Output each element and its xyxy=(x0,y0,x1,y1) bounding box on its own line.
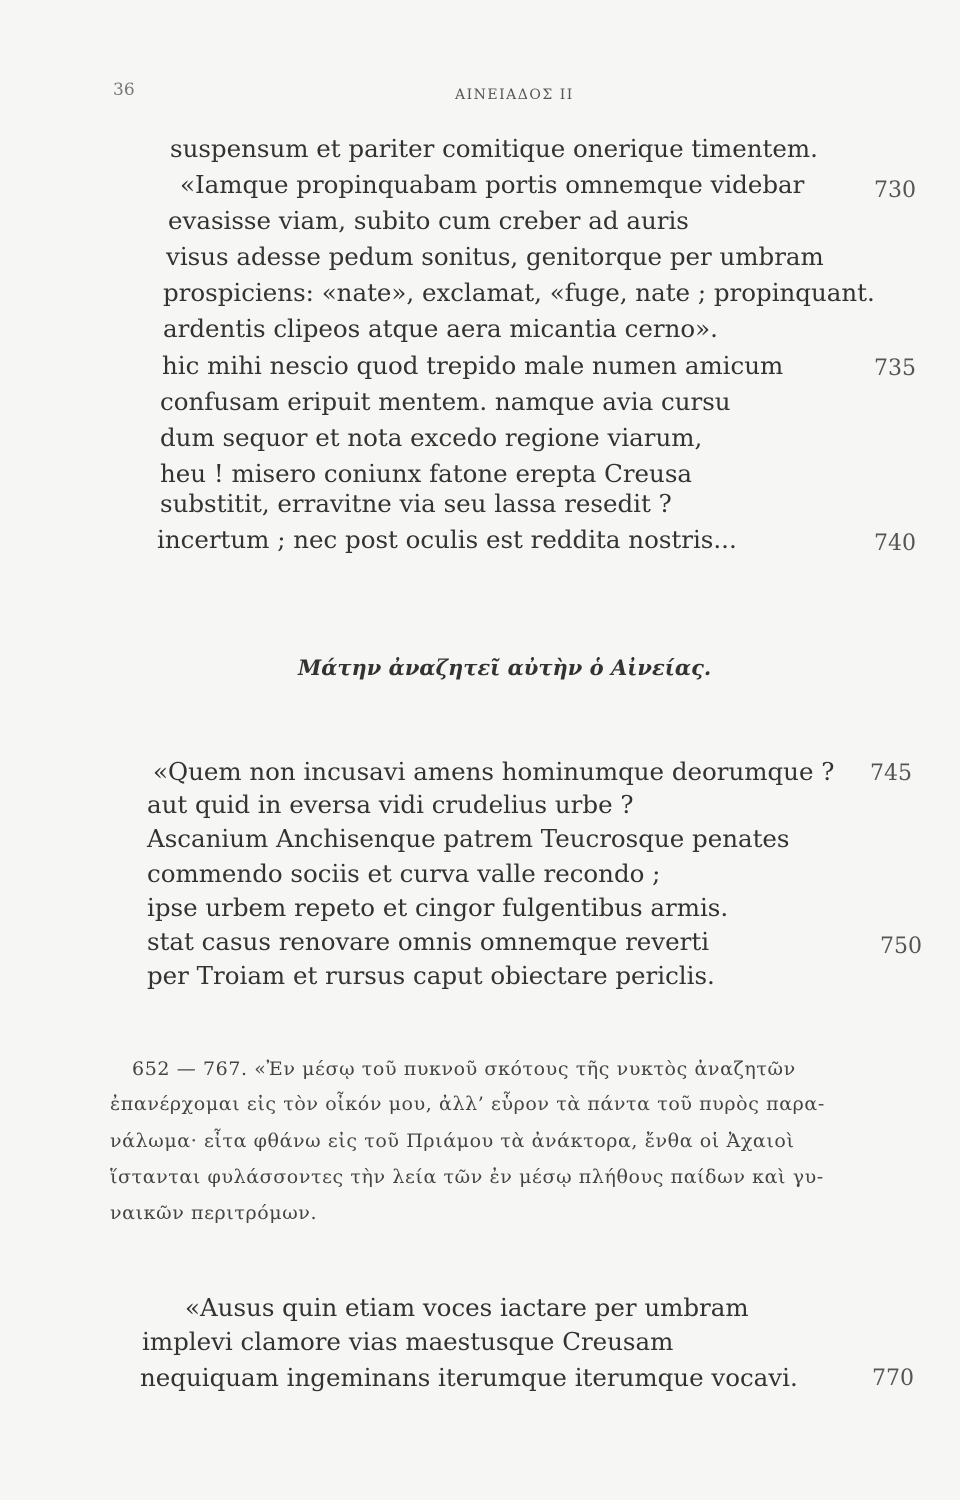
verse-line: Ascanium Anchisenque patrem Teucrosque penates xyxy=(147,824,790,853)
verse-line: ardentis clipeos atque aera micantia cerno». xyxy=(163,314,718,343)
verse-line: stat casus renovare omnis omnemque reverti xyxy=(147,927,710,956)
verse-line: ipse urbem repeto et cingor fulgentibus armis. xyxy=(147,893,729,922)
verse-line: aut quid in eversa vidi crudelius urbe ? xyxy=(147,790,634,819)
section-heading: Μάτην ἀναζητεῖ αὐτὴν ὁ Αἰνείας. xyxy=(298,655,712,680)
line-number: 730 xyxy=(874,178,916,203)
line-number: 770 xyxy=(872,1366,914,1391)
line-number: 745 xyxy=(870,761,912,786)
line-number: 735 xyxy=(874,356,916,381)
verse-line: implevi clamore vias maestusque Creusam xyxy=(142,1327,674,1356)
verse-line: evasisse viam, subito cum creber ad auris xyxy=(168,206,689,235)
verse-line: visus adesse pedum sonitus, genitorque per umbram xyxy=(166,242,824,271)
page-number: 36 xyxy=(113,80,135,100)
verse-line: incertum ; nec post oculis est reddita nostris... xyxy=(157,525,737,554)
verse-line: hic mihi nescio quod trepido male numen amicum xyxy=(162,351,784,380)
line-number: 750 xyxy=(880,934,922,959)
verse-line: suspensum et pariter comitique onerique timentem. xyxy=(170,134,818,163)
verse-line: dum sequor et nota excedo regione viarum, xyxy=(160,423,703,452)
verse-line: «Quem non incusavi amens hominumque deorumque ? xyxy=(153,757,835,786)
verse-line: heu ! misero coniunx fatone erepta Creusa xyxy=(160,459,693,488)
commentary-line: ἵστανται φυλάσσοντες τὴν λεία τῶν ἐν μέσῳ πλήθους παίδων καὶ γυ- xyxy=(110,1166,824,1188)
line-number: 740 xyxy=(874,531,916,556)
verse-line: per Troiam et rursus caput obiectare periclis. xyxy=(147,961,715,990)
commentary-line: νάλωμα· εἶτα φθάνω εἰς τοῦ Πριάμου τὰ ἀνάκτορα, ἔνθα οἱ Ἀχαιοὶ xyxy=(110,1130,795,1152)
running-title: ΑΙΝΕΙΑΔΟΣ II xyxy=(455,87,574,103)
commentary-line: ναικῶν περιτρόμων. xyxy=(110,1202,318,1224)
commentary-line: 652 — 767. «Ἐν μέσῳ τοῦ πυκνοῦ σκότους τῆς νυκτὸς ἀναζητῶν xyxy=(132,1058,796,1080)
verse-line: nequiquam ingeminans iterumque iterumque vocavi. xyxy=(140,1363,798,1392)
verse-line: substitit, erravitne via seu lassa resedit ? xyxy=(160,489,672,518)
verse-line: commendo sociis et curva valle recondo ; xyxy=(147,859,661,888)
commentary-line: ἐπανέρχομαι εἰς τὸν οἶκόν μου, ἀλλ’ εὗρον τὰ πάντα τοῦ πυρὸς παρα- xyxy=(110,1093,825,1115)
verse-line: «Ausus quin etiam voces iactare per umbram xyxy=(185,1293,749,1322)
verse-line: prospiciens: «nate», exclamat, «fuge, nate ; propinquant. xyxy=(163,278,875,307)
verse-line: confusam eripuit mentem. namque avia cursu xyxy=(160,387,731,416)
verse-line: «Iamque propinquabam portis omnemque videbar xyxy=(180,170,805,199)
